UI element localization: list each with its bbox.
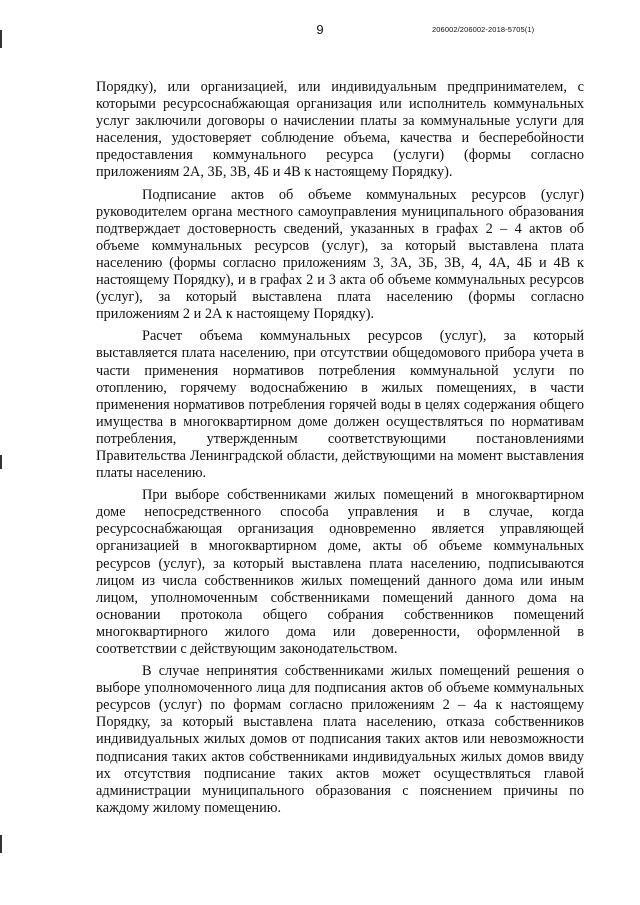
paragraph-signing-by-head: Подписание актов об объеме коммунальных ресурсов (услуг) руководителем органа местного самоуправления муниципального образования подтверждает достоверность сведений, указанных в графах 2 – 4 актов об объеме коммунальных ресурсов (услуг), за который выставлена плата населению (формы согласно приложениям 3, 3А, 3Б, 3В, 4, 4А, 4Б и 4В к настоящему Порядку), и в графах 2 и 3 акта об объеме коммунальных ресурсов (услуг), за который выставлена плата населению (формы согласно приложениям 2 и 2А к настоящему Порядку). <box>96 186 584 323</box>
paragraph-continuation: Порядку), или организацией, или индивидуальным предпринимателем, с которыми ресурсоснабжающая организация или исполнитель коммунальных услуг заключили договоры о начислении платы за коммунальные услуги для населения, удостоверяет соблюдение объема, качества и бесперебойности предоставления коммунального ресурса (услуги) (формы согласно приложениям 2А, 3Б, 3В, 4Б и 4В к настоящему Порядку). <box>96 79 584 181</box>
paragraph-no-decision: В случае непринятия собственниками жилых помещений решения о выборе уполномоченного лица для подписания актов об объеме коммунальных ресурсов (услуг) по формам согласно приложениям 2 – 4а к настоящему Порядку, за который выставлена плата населению, отказа собственников индивидуальных жилых домов от подписания таких актов или невозможности подписания таких актов собственниками индивидуальных жилых домов ввиду их отсутствия подписание таких актов может осуществляться главой администрации муниципального образования с пояснением причины по каждому жилому помещению. <box>96 663 584 816</box>
page-number: 9 <box>316 22 324 37</box>
paragraph-direct-management: При выборе собственниками жилых помещений в многоквартирном доме непосредственного способа управления и в случае, когда ресурсоснабжающая организация одновременно является управляющей организацией в многоквартирном доме, акты об объеме коммунальных ресурсов (услуг), за который выставлена плата населению, подписываются лицом из числа собственников жилых помещений данного дома или иным лицом, уполномоченным собственниками помещений данного дома на основании протокола общего собрания собственников помещений многоквартирного жилого дома или доверенности, оформленной в соответствии с действующим законодательством. <box>96 487 584 657</box>
left-edge-mark-middle <box>0 455 2 469</box>
document-reference: 206002/206002-2018-5705(1) <box>432 25 535 34</box>
document-body <box>96 79 584 822</box>
left-edge-mark-bottom <box>0 835 2 853</box>
paragraph-volume-calculation: Расчет объема коммунальных ресурсов (услуг), за который выставляется плата населению, при отсутствии общедомового прибора учета в части применения нормативов потребления коммунальной услуги по отоплению, горячему водоснабжению в жилых помещениях, в части применения нормативов потребления горячей воды в целях содержания общего имущества в многоквартирном доме должен осуществляться по нормативам потребления, утвержденным соответствующими постановлениями Правительства Ленинградской области, действующими на момент выставления платы населению. <box>96 328 584 482</box>
